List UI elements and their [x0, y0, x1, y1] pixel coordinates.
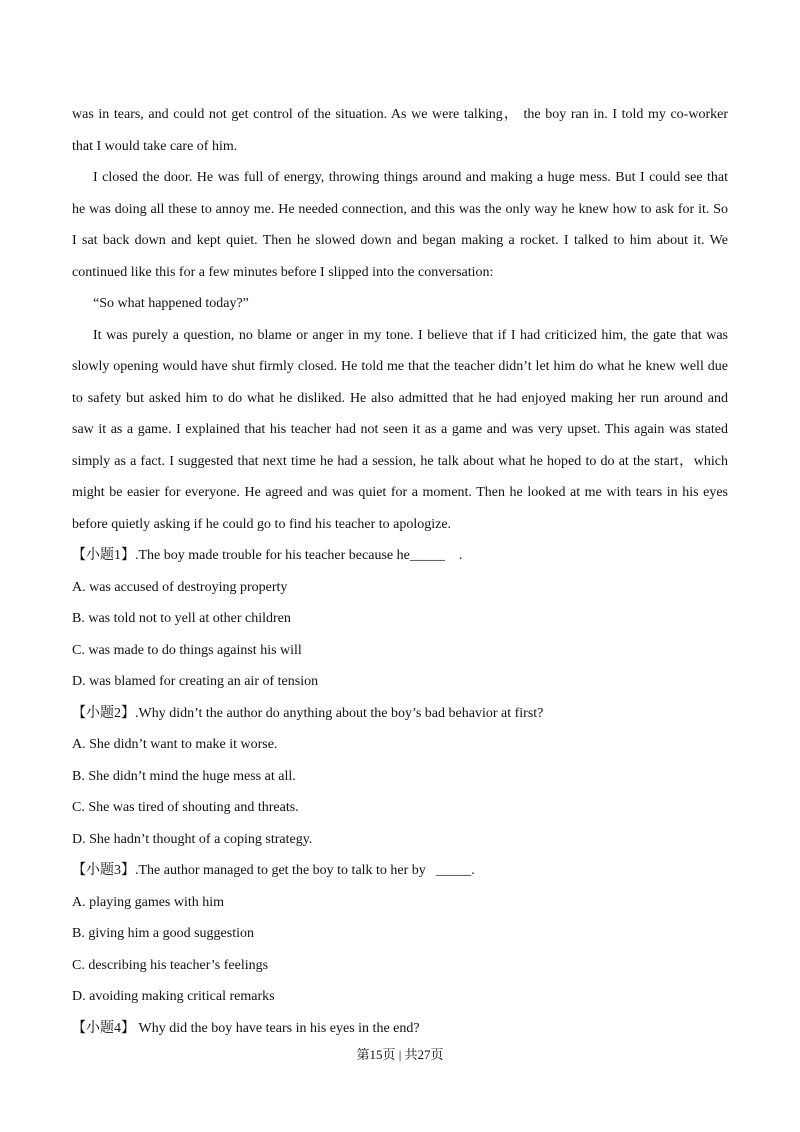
question-text: .The author managed to get the boy to talk to her by _____.	[135, 863, 475, 878]
question-label: 【小题2】	[72, 705, 135, 721]
option-d: D. avoiding making critical remarks	[72, 989, 275, 1004]
question-4	[72, 1013, 728, 1045]
question-text: Why did the boy have tears in his eyes in the end?	[135, 1020, 420, 1036]
passage-line: he was doing all these to annoy me. He needed connection, and this was the only way he knew how to ask for it. So	[72, 201, 728, 217]
question-1	[72, 540, 728, 572]
passage-line: I closed the door. He was full of energy, throwing things around and making a huge mess. But I could see that	[93, 170, 728, 185]
passage-line: continued like this for a few minutes before I slipped into the conversation:	[72, 264, 494, 280]
passage-line: before quietly asking if he could go to find his teacher to apologize.	[72, 516, 452, 532]
passage-line: saw it as a game. I explained that his teacher had not seen it as a game and was very upset. This again was stated	[72, 422, 728, 437]
passage-line: to safety but asked him to do what he disliked. He also admitted that he had enjoyed making her run around and	[72, 390, 728, 406]
question-label: 【小题4】	[72, 1020, 135, 1036]
question-3	[72, 855, 728, 887]
passage-line: that I would take care of him.	[72, 138, 238, 154]
passage-line: might be easier for everyone. He agreed and was quiet for a moment. Then he looked at me with tears in his eyes	[72, 485, 728, 500]
option-c: C. She was tired of shouting and threats.	[72, 800, 299, 815]
question-text: .The boy made trouble for his teacher because he_____ .	[135, 548, 463, 563]
passage-line: was in tears, and could not get control of the situation. As we were talking， the boy ran in. I told my co-worker	[72, 107, 728, 122]
option-d: D. She hadn’t thought of a coping strategy.	[72, 831, 313, 847]
passage-line: I sat back down and kept quiet. Then he slowed down and began making a rocket. I talked to him about it. We	[72, 233, 728, 248]
option-b: B. giving him a good suggestion	[72, 926, 254, 941]
option-b: B. She didn’t mind the huge mess at all.	[72, 768, 296, 784]
passage-line: It was purely a question, no blame or anger in my tone. I believe that if I had criticized him, the gate that was	[93, 327, 728, 343]
option-b: B. was told not to yell at other children	[72, 611, 291, 626]
option-a: A. was accused of destroying property	[72, 579, 288, 595]
document-content	[72, 99, 728, 1044]
option-a: A. She didn’t want to make it worse.	[72, 737, 278, 752]
passage-line: simply as a fact. I suggested that next time he had a session, he talk about what he hoped to do at the start，which	[72, 453, 728, 469]
passage-line: “So what happened today?”	[93, 296, 249, 311]
option-c: C. was made to do things against his will	[72, 642, 302, 658]
option-d: D. was blamed for creating an air of tension	[72, 674, 319, 689]
question-label: 【小题1】	[72, 548, 135, 563]
option-a: A. playing games with him	[72, 894, 225, 910]
question-text: .Why didn’t the author do anything about the boy’s bad behavior at first?	[135, 705, 544, 721]
question-label: 【小题3】	[72, 863, 135, 878]
page-footer: 第15页 | 共27页	[356, 1047, 444, 1062]
option-c: C. describing his teacher’s feelings	[72, 957, 269, 973]
passage-line: slowly opening would have shut firmly closed. He told me that the teacher didn’t let him do what he knew well due	[72, 359, 728, 374]
question-2	[72, 698, 728, 730]
